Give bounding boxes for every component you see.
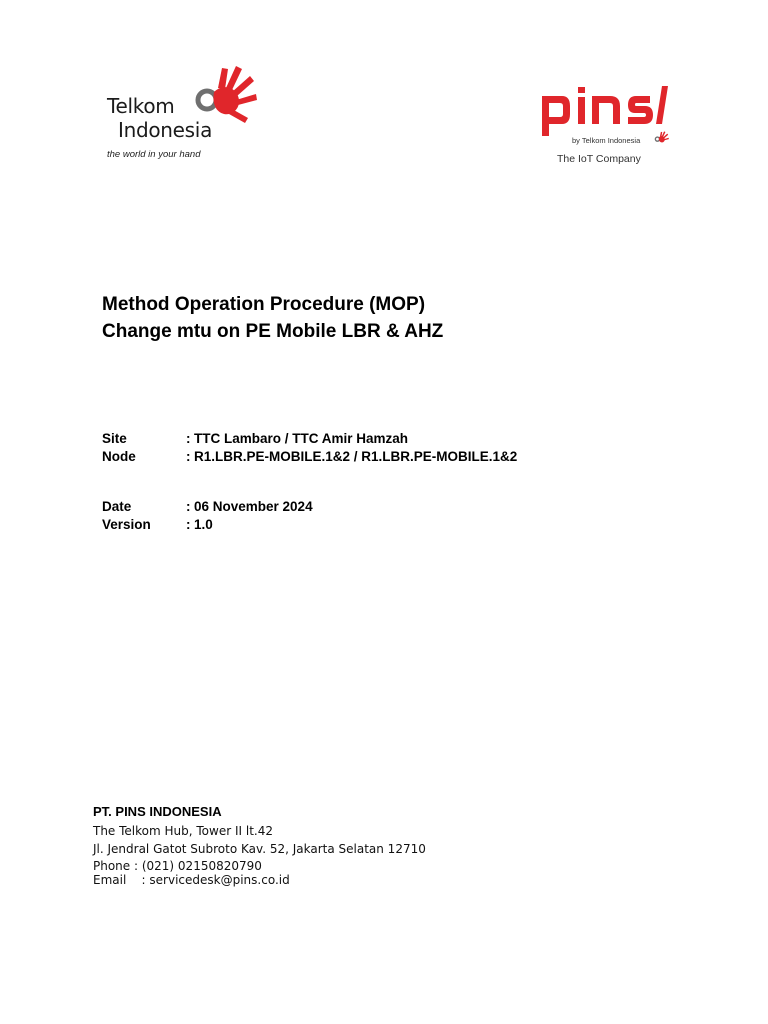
site-label: Site	[102, 431, 127, 446]
site-value: TTC Lambaro / TTC Amir Hamzah	[194, 431, 409, 446]
node-row	[102, 448, 517, 466]
node-label: Node	[102, 449, 136, 464]
email: Email : servicedesk@pins.co.id	[93, 873, 290, 887]
document-title: Method Operation Procedure (MOP)	[102, 294, 426, 315]
address-line-1: The Telkom Hub, Tower II lt.42	[93, 824, 273, 838]
telkom-wordmark-line1: Telkom	[107, 94, 175, 118]
node-value: R1.LBR.PE-MOBILE.1&2 / R1.LBR.PE-MOBILE.1&2	[194, 449, 518, 464]
telkom-hand-icon	[654, 130, 670, 146]
pins-wordmark	[536, 84, 672, 136]
version-value: 1.0	[194, 517, 213, 532]
company-name: PT. PINS INDONESIA	[93, 804, 222, 819]
separator: :	[186, 449, 191, 464]
pins-logo	[536, 84, 686, 174]
separator: :	[186, 431, 191, 446]
telkom-wordmark-line2: Indonesia	[118, 118, 213, 142]
separator: :	[186, 517, 191, 532]
telkom-indonesia-logo	[100, 62, 270, 172]
version-label: Version	[102, 517, 151, 532]
telkom-tagline: the world in your hand	[107, 149, 201, 160]
date-row	[102, 498, 313, 516]
separator: :	[186, 499, 191, 514]
site-row	[102, 430, 408, 448]
document-subtitle: Change mtu on PE Mobile LBR & AHZ	[102, 321, 444, 342]
pins-byline: by Telkom Indonesia	[572, 136, 641, 145]
pins-tagline: The IoT Company	[557, 153, 641, 165]
address-line-2: Jl. Jendral Gatot Subroto Kav. 52, Jakarta Selatan 12710	[93, 842, 426, 856]
version-row	[102, 516, 213, 534]
phone: Phone : (021) 02150820790	[93, 859, 262, 873]
date-value: 06 November 2024	[194, 499, 313, 514]
date-label: Date	[102, 499, 132, 514]
